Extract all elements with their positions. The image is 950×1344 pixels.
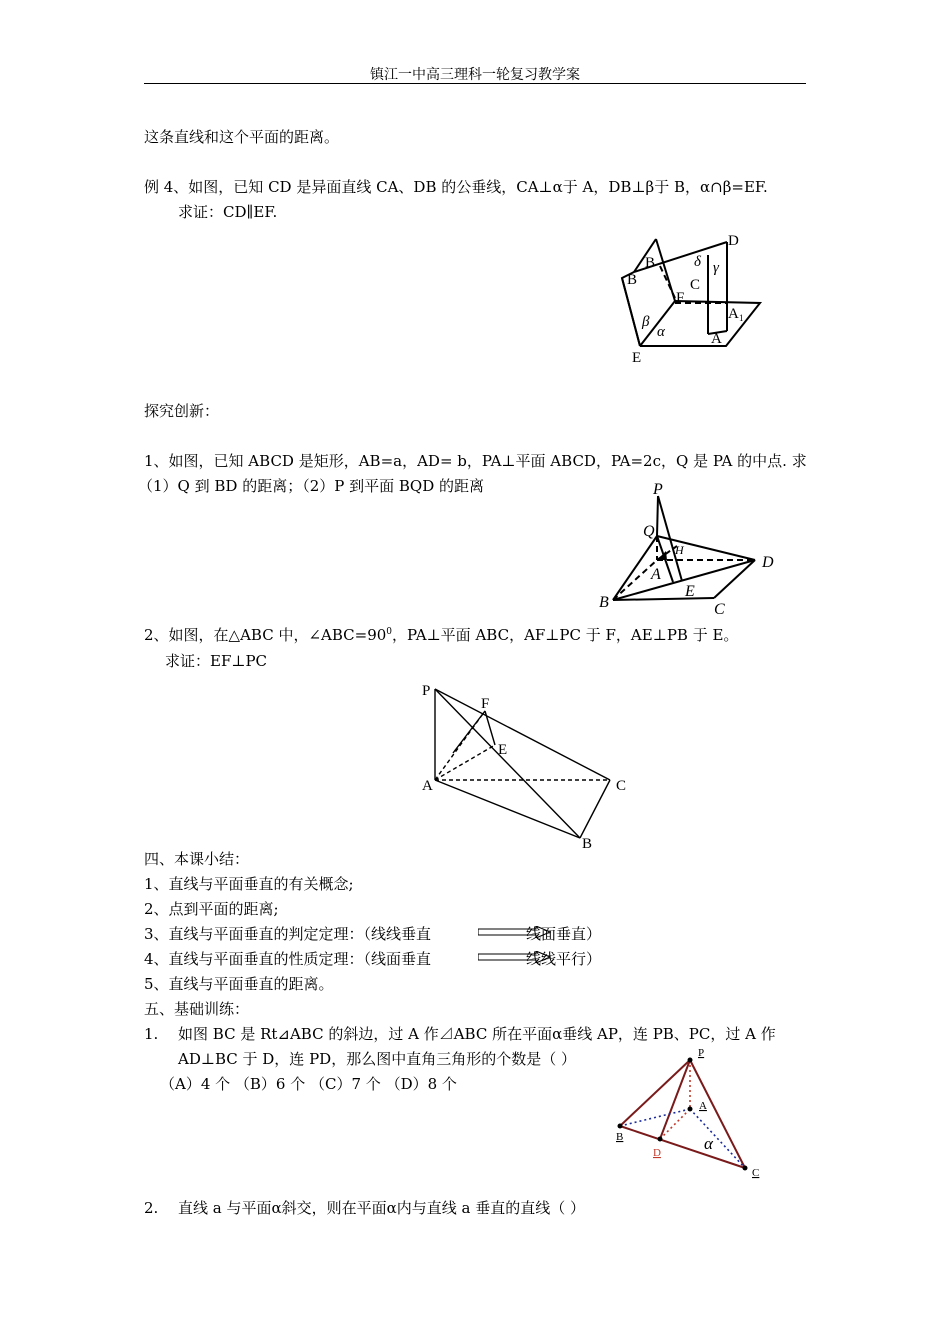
label-A1-subscript: 1 <box>739 313 744 323</box>
summary-item-3-post: 线面垂直） <box>526 925 602 943</box>
summary-heading: 四、本课小结： <box>144 850 250 868</box>
label-E: E <box>632 350 642 366</box>
label-B: B <box>599 594 609 611</box>
label-P: P <box>422 683 431 699</box>
header-rule <box>144 83 806 84</box>
label-D: D <box>762 554 774 571</box>
label-A: A <box>422 778 433 794</box>
label-P: P <box>698 1047 705 1059</box>
problem1-figure <box>595 478 785 620</box>
label-B: B <box>645 255 656 271</box>
label-E: E <box>498 742 508 758</box>
summary-item-4-post: 线线平行） <box>526 950 602 968</box>
label-C: C <box>714 601 725 618</box>
example4-figure <box>600 228 780 368</box>
summary-item-3-pre: 3、直线与平面垂直的判定定理：（线线垂直 <box>144 925 432 943</box>
example4-prove: 求证：CD∥EF. <box>178 203 278 221</box>
explore-heading: 探究创新： <box>144 402 220 420</box>
label-C: C <box>690 277 701 293</box>
practice-q2-number: 2. <box>144 1199 159 1217</box>
label-H: H <box>675 543 684 557</box>
page-header-title: 镇江一中高三理科一轮复习教学案 <box>370 67 580 83</box>
example4-statement: 例 4、如图，已知 CD 是异面直线 CA、DB 的公垂线，CA⊥α于 A，DB⊥β于 B，α∩β=EF. <box>144 178 768 196</box>
label-Q: Q <box>643 523 655 540</box>
practice-q1-line1: 如图 BC 是 Rt⊿ABC 的斜边，过 A 作⊿ABC 所在平面α垂线 AP，连 PB、PC，过 A 作 <box>178 1025 776 1043</box>
label-B: B <box>616 1131 624 1143</box>
problem2-degree-sup: 0 <box>386 627 393 637</box>
summary-item-2: 2、点到平面的距离; <box>144 900 279 918</box>
practice-heading: 五、基础训练： <box>144 1000 250 1018</box>
summary-item-4 <box>144 949 431 969</box>
problem2-figure <box>415 680 635 852</box>
practice-q1-number: 1. <box>144 1025 159 1043</box>
problem2-line2: 求证：EF⊥PC <box>165 652 268 670</box>
practice-q1-line2: AD⊥BC 于 D，连 PD，那么图中直角三角形的个数是（ ） <box>178 1050 576 1068</box>
problem2-line1-pre: 2、如图，在△ABC 中，∠ABC=90 <box>144 626 387 644</box>
problem1-line2: （1）Q 到 BD 的距离；（2）P 到平面 BQD 的距离 <box>138 477 484 495</box>
label-beta: β <box>642 314 650 330</box>
summary-item-4-pre: 4、直线与平面垂直的性质定理：（线面垂直 <box>144 950 432 968</box>
problem2-line1 <box>144 625 738 645</box>
practice-q1-options: （A）4 个 （B）6 个 （C）7 个 （D）8 个 <box>160 1075 457 1093</box>
label-C: C <box>616 778 627 794</box>
problem1-line1: 1、如图，已知 ABCD 是矩形，AB=a，AD= b，PA⊥平面 ABCD，PA=2c，Q 是 PA 的中点. 求 <box>144 452 807 470</box>
summary-item-5: 5、直线与平面垂直的距离。 <box>144 975 334 993</box>
label-F: F <box>481 696 490 712</box>
label-B: B <box>582 836 593 852</box>
label-P: P <box>653 481 663 498</box>
label-delta: δ <box>694 254 701 270</box>
label-C: C <box>752 1167 760 1179</box>
label-alpha: α <box>657 324 665 340</box>
label-D: D <box>728 233 739 249</box>
practice-q2-line1: 直线 a 与平面α斜交，则在平面α内与直线 a 垂直的直线（ ） <box>178 1199 585 1217</box>
label-gamma: γ <box>713 260 719 276</box>
label-A: A <box>651 566 661 583</box>
problem2-line1-post: ，PA⊥平面 ABC，AF⊥PC 于 F，AE⊥PB 于 E。 <box>392 626 739 644</box>
label-D: D <box>653 1147 661 1159</box>
label-A: A <box>711 331 722 347</box>
practice-q1-figure <box>610 1042 770 1182</box>
label-F: F <box>676 290 685 306</box>
label-A1: A <box>728 306 739 322</box>
label-B-lower: B <box>627 272 638 288</box>
label-A: A <box>699 1100 707 1112</box>
label-alpha: α <box>704 1134 713 1153</box>
summary-item-3 <box>144 924 431 944</box>
summary-item-1: 1、直线与平面垂直的有关概念; <box>144 875 354 893</box>
intro-line: 这条直线和这个平面的距离。 <box>144 128 340 146</box>
label-E: E <box>685 583 695 600</box>
